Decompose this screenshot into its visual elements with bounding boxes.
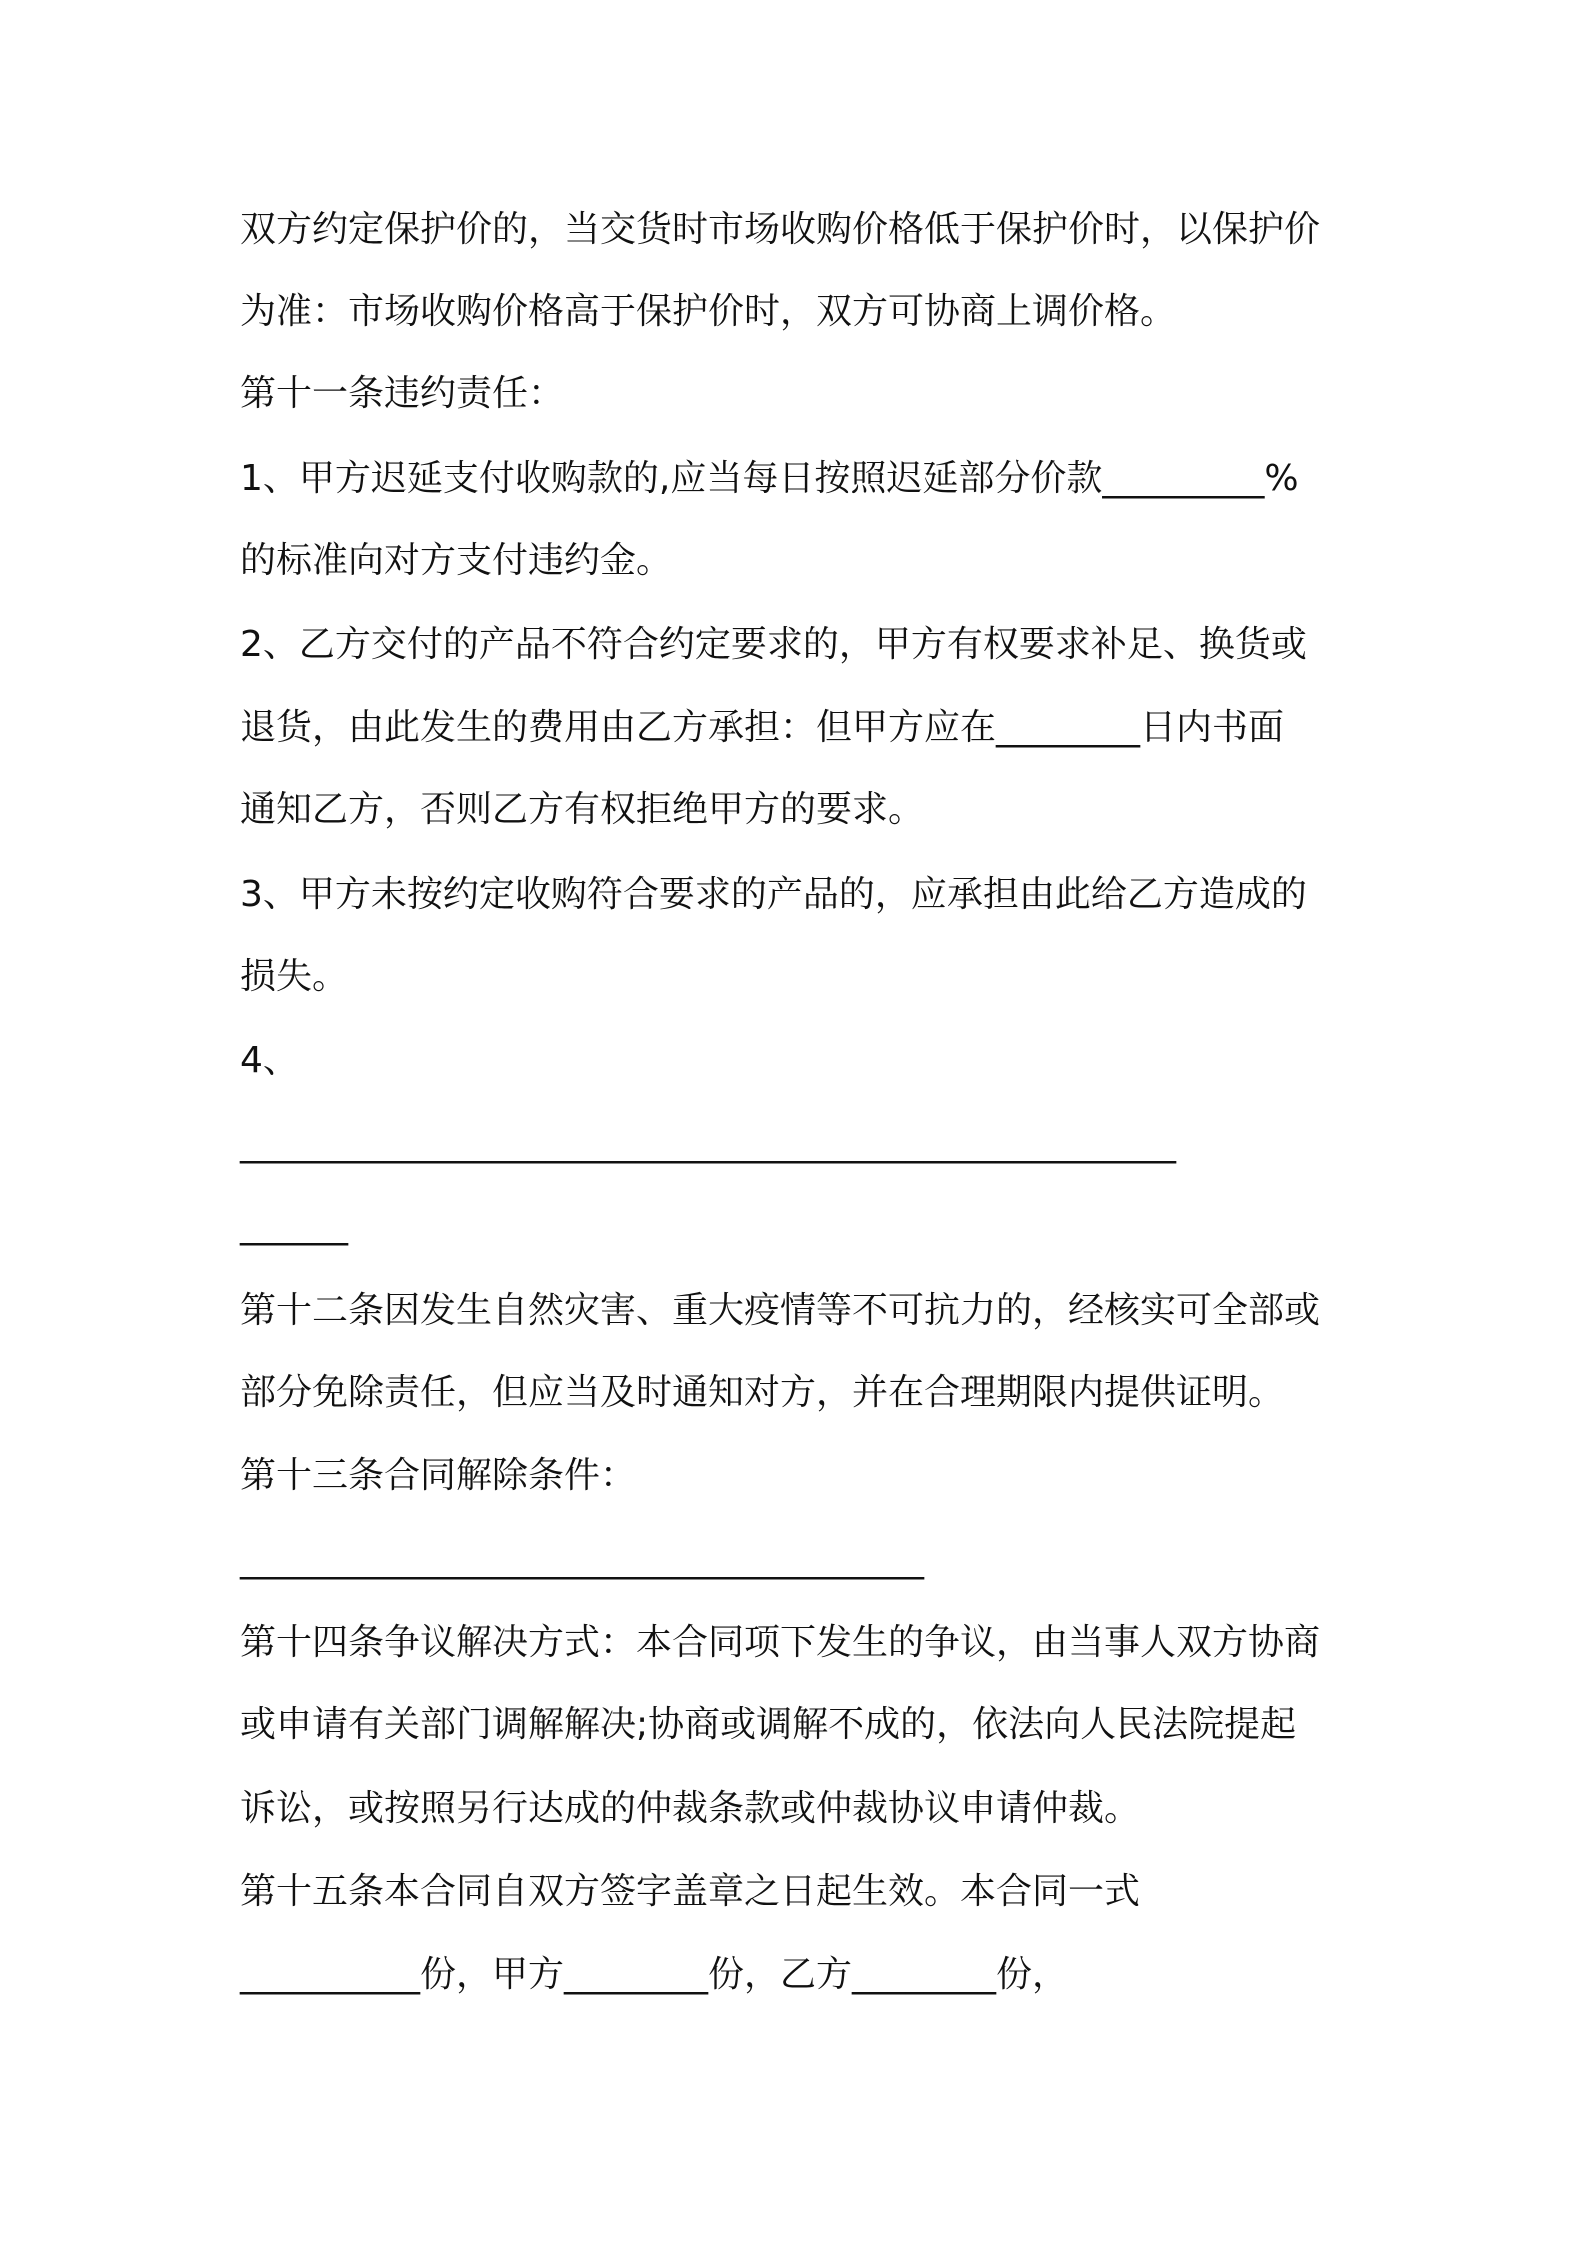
article-11-heading: 第十一条违约责任： — [240, 373, 565, 414]
blank-line-3: ______________________________________ — [240, 1539, 924, 1580]
text-line-1: 双方约定保护价的，当交货时市场收购价格低于保护价时，以保护价 — [240, 209, 1321, 250]
text-line-5: 的标准向对方支付违约金。 — [240, 540, 673, 581]
text-line-10: 损失。 — [240, 956, 349, 997]
text-line-8: 通知乙方，否则乙方有权拒绝甲方的要求。 — [240, 789, 925, 830]
text-line-11: 4、 — [240, 1040, 299, 1081]
article-12-line-2: 部分免除责任，但应当及时通知对方，并在合理期限内提供证明。 — [240, 1372, 1285, 1413]
article-15-line-1: 第十五条本合同自双方签字盖章之日起生效。本合同一式 — [240, 1871, 1141, 1912]
article-14-line-1: 第十四条争议解决方式：本合同项下发生的争议，由当事人双方协商 — [240, 1622, 1321, 1663]
text-line-6: 2、乙方交付的产品不符合约定要求的，甲方有权要求补足、换货或 — [240, 624, 1307, 665]
article-12-line-1: 第十二条因发生自然灾害、重大疫情等不可抗力的，经核实可全部或 — [240, 1290, 1321, 1331]
article-13-heading: 第十三条合同解除条件： — [240, 1455, 637, 1496]
text-line-4: 1、甲方迟延支付收购款的,应当每日按照迟延部分价款_________% — [240, 458, 1299, 499]
article-15-line-2: __________份，甲方________份，乙方________份， — [240, 1954, 1069, 1995]
article-14-line-2: 或申请有关部门调解解决;协商或调解不成的，依法向人民法院提起 — [240, 1704, 1297, 1745]
blank-line-1: ____________________________________________________ — [240, 1123, 1176, 1164]
blank-line-2: ______ — [240, 1205, 348, 1246]
text-line-7: 退货，由此发生的费用由乙方承担：但甲方应在________日内书面 — [240, 707, 1285, 748]
article-14-line-3: 诉讼，或按照另行达成的仲裁条款或仲裁协议申请仲裁。 — [240, 1788, 1141, 1829]
text-line-2: 为准：市场收购价格高于保护价时，双方可协商上调价格。 — [240, 291, 1177, 332]
text-line-9: 3、甲方未按约定收购符合要求的产品的，应承担由此给乙方造成的 — [240, 874, 1307, 915]
